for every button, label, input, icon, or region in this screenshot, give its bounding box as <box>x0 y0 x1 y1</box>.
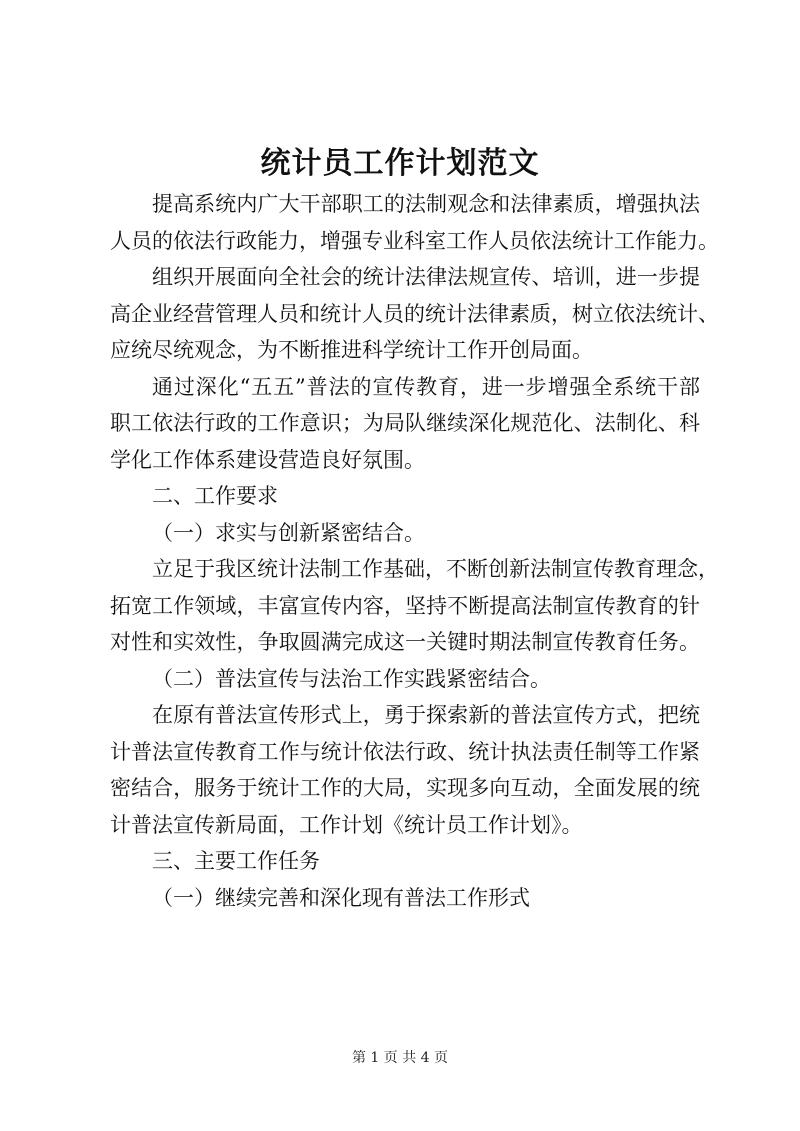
paragraph-2-line-2: 高企业经营管理人员和统计人员的统计法律素质，树立依法统计、 <box>110 301 719 326</box>
paragraph-4-line-3: 对性和实效性，争取圆满完成这一关键时期法制宣传教育任务。 <box>110 630 700 654</box>
page-number-footer: 第 1 页 共 4 页 <box>351 1050 449 1066</box>
paragraph-2-line-3: 应统尽统观念，为不断推进科学统计工作开创局面。 <box>110 338 593 362</box>
subheading-1: （一）求实与创新紧密结合。 <box>152 520 425 545</box>
document-body <box>110 186 719 916</box>
paragraph-5-line-3: 密结合，服务于统计工作的大局，实现多向互动，全面发展的统 <box>110 776 700 800</box>
section-heading-main-tasks: 三、主要工作任务 <box>152 849 320 873</box>
paragraph-5-line-4: 计普法宣传新局面，工作计划《统计员工作计划》。 <box>110 812 583 837</box>
document-title: 统计员工作计划范文 <box>260 146 540 181</box>
paragraph-1-line-2: 人员的依法行政能力，增强专业科室工作人员依法统计工作能力。 <box>110 228 719 253</box>
paragraph-1-line-1: 提高系统内广大干部职工的法制观念和法律素质，增强执法 <box>152 192 700 216</box>
paragraph-4-line-2: 拓宽工作领域，丰富宣传内容，坚持不断提高法制宣传教育的针 <box>110 593 700 618</box>
section-heading-work-requirements: 二、工作要求 <box>152 484 278 508</box>
paragraph-3-line-2: 职工依法行政的工作意识；为局队继续深化规范化、法制化、科 <box>110 411 700 435</box>
paragraph-3-line-1: 通过深化“五五”普法的宣传教育，进一步增强全系统干部 <box>152 374 700 399</box>
subheading-2: （二）普法宣传与法治工作实践紧密结合。 <box>152 666 551 691</box>
paragraph-3-line-3: 学化工作体系建设营造良好氛围。 <box>110 447 425 472</box>
paragraph-2-line-1: 组织开展面向全社会的统计法律法规宣传、培训，进一步提 <box>152 265 700 289</box>
paragraph-4-line-1: 立足于我区统计法制工作基础，不断创新法制宣传教育理念， <box>152 557 719 581</box>
subheading-3: （一）继续完善和深化现有普法工作形式 <box>152 885 530 910</box>
paragraph-5-line-2: 计普法宣传教育工作与统计依法行政、统计执法责任制等工作紧 <box>110 739 700 764</box>
paragraph-5-line-1: 在原有普法宣传形式上，勇于探索新的普法宣传方式，把统 <box>152 703 700 727</box>
